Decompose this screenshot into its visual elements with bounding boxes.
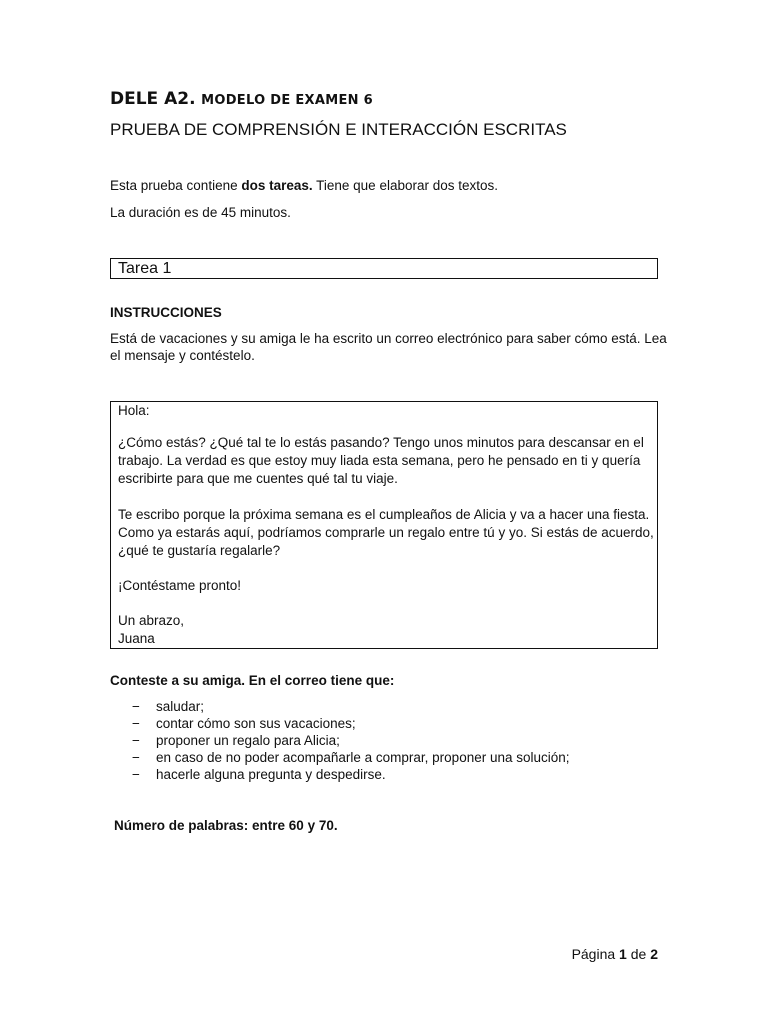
page-number [572, 946, 658, 962]
list-item [110, 732, 570, 749]
intro-line-tasks [110, 178, 498, 193]
intro-text-after: Tiene que elaborar dos textos. [312, 178, 499, 193]
dash-marker: − [132, 716, 140, 731]
email-signature: Juana [118, 631, 155, 646]
document-title [110, 89, 373, 109]
instructions-heading: INSTRUCCIONES [110, 305, 222, 320]
word-count-requirement: Número de palabras: entre 60 y 70. [114, 818, 338, 833]
email-greeting: Hola: [118, 403, 150, 418]
document-title-main: DELE A2. [110, 89, 196, 109]
intro-line-duration: La duración es de 45 minutos. [110, 205, 291, 220]
intro-text-before: Esta prueba contiene [110, 178, 242, 193]
email-closing: Un abrazo, [118, 613, 185, 628]
dash-marker: − [132, 733, 140, 748]
total-pages: 2 [650, 946, 658, 962]
list-item [110, 698, 570, 715]
instructions-text: Está de vacaciones y su amiga le ha escrito un correo electrónico para saber cómo está. Lea el mensaje y contéstelo. [110, 331, 667, 363]
task-label: Tarea 1 [118, 260, 172, 277]
email-signoff [118, 612, 654, 648]
dash-marker: − [132, 767, 140, 782]
page-label: Página [571, 946, 616, 962]
requirements-intro: Conteste a su amiga. En el correo tiene que: [110, 673, 395, 688]
list-item-text: proponer un regalo para Alicia; [156, 733, 340, 748]
email-paragraph-2: Te escribo porque la próxima semana es el cumpleaños de Alicia y va a hacer una fiesta. Como ya estarás aquí, podríamos comprarle un regalo entre tú y yo. Si estás de acuerdo, ¿qué te gustaría regalarle? [118, 507, 654, 558]
current-page: 1 [619, 946, 627, 962]
dash-marker: − [132, 750, 140, 765]
task-heading-box [110, 258, 658, 279]
email-message-box [110, 401, 658, 649]
list-item-text: saludar; [156, 699, 205, 714]
list-item [110, 715, 570, 732]
dash-marker: − [132, 699, 140, 714]
list-item-text: hacerle alguna pregunta y despedirse. [156, 767, 386, 782]
list-item-text: en caso de no poder acompañarle a comprar, proponer una solución; [156, 750, 570, 765]
document-subtitle: PRUEBA DE COMPRENSIÓN E INTERACCIÓN ESCRITAS [110, 120, 567, 139]
intro-text-bold: dos tareas. [241, 178, 313, 193]
email-paragraph-3: ¡Contéstame pronto! [118, 578, 242, 593]
list-item [110, 749, 570, 766]
list-item [110, 766, 570, 783]
document-title-sub: MODELO DE EXAMEN 6 [201, 93, 373, 108]
email-paragraph-1: ¿Cómo estás? ¿Qué tal te lo estás pasando? Tengo unos minutos para descansar en el trabajo. La verdad es que estoy muy liada esta semana, pero he pensado en ti y quería escribirte para que me cuentes qué tal tu viaje. [118, 435, 644, 486]
of-label: de [630, 946, 647, 962]
list-item-text: contar cómo son sus vacaciones; [156, 716, 356, 731]
requirements-list [110, 698, 570, 783]
